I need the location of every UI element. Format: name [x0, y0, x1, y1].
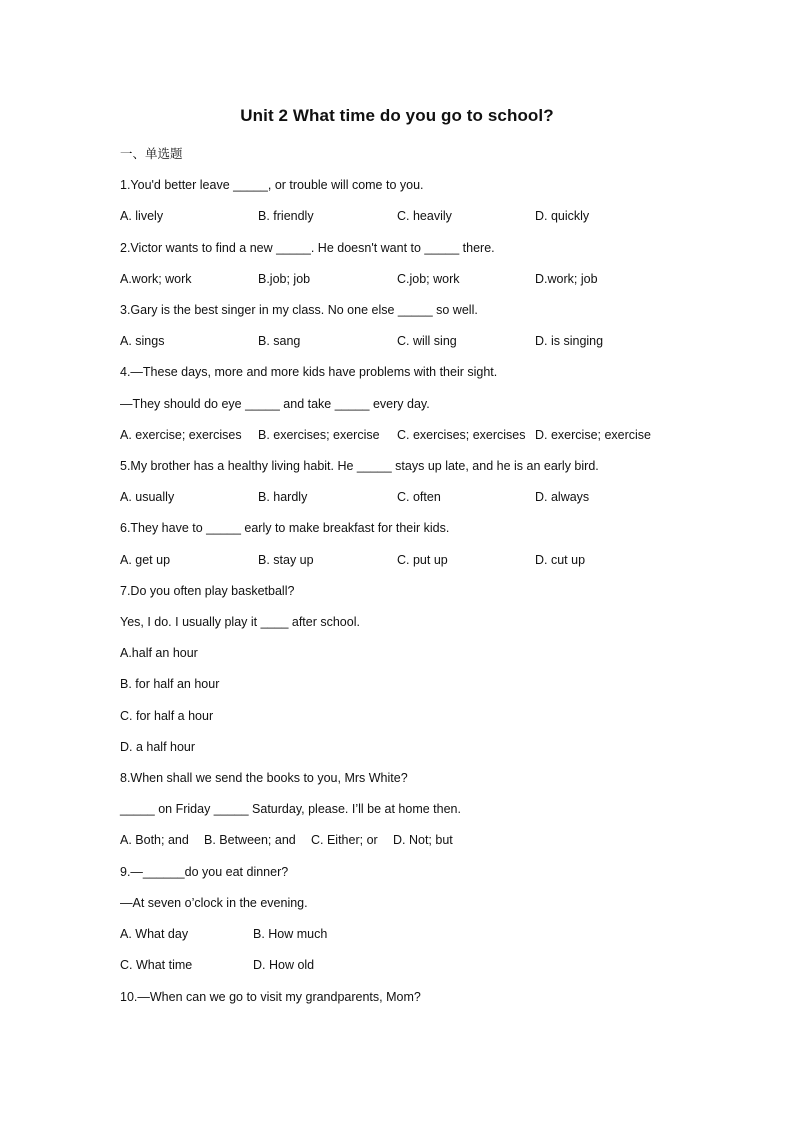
question-7-text-2: Yes, I do. I usually play it ____ after school.: [120, 615, 360, 629]
question-5-text: 5.My brother has a healthy living habit. He _____ stays up late, and he is an early bird.: [120, 459, 599, 473]
option-d: D. quickly: [535, 209, 590, 223]
option-b: B. for half an hour: [120, 677, 220, 691]
option-b: B. stay up: [258, 553, 314, 567]
option-a: A. usually: [120, 490, 175, 504]
option-b: B. Between; and: [204, 833, 296, 847]
option-d: D. cut up: [535, 553, 586, 567]
option-a: A. sings: [120, 334, 165, 348]
option-a: A. get up: [120, 553, 171, 567]
section-heading: 一、单选题: [120, 147, 183, 161]
option-d: D. is singing: [535, 334, 604, 348]
option-c: C. put up: [397, 553, 448, 567]
question-10-text: 10.—When can we go to visit my grandparents, Mom?: [120, 990, 421, 1004]
option-c: C. exercises; exercises: [397, 428, 526, 442]
option-c: C. for half a hour: [120, 709, 214, 723]
question-9-text-2: —At seven o’clock in the evening.: [120, 896, 308, 910]
option-a: A. Both; and: [120, 833, 189, 847]
option-d: D. always: [535, 490, 590, 504]
option-c: C. often: [397, 490, 441, 504]
option-c: C. Either; or: [311, 833, 378, 847]
option-a: A. What day: [120, 927, 189, 941]
question-8-text: 8.When shall we send the books to you, Mrs White?: [120, 771, 408, 785]
question-4-text: 4.—These days, more and more kids have problems with their sight.: [120, 365, 498, 379]
option-b: B. How much: [253, 927, 328, 941]
option-d: D. How old: [253, 958, 315, 972]
question-9-text: 9.—______do you eat dinner?: [120, 865, 289, 879]
option-c: C. heavily: [397, 209, 452, 223]
question-4-text-2: —They should do eye _____ and take _____ every day.: [120, 397, 430, 411]
option-d: D. exercise; exercise: [535, 428, 652, 442]
option-a: A. lively: [120, 209, 164, 223]
question-7-text: 7.Do you often play basketball?: [120, 584, 295, 598]
option-b: B.job; job: [258, 272, 311, 286]
option-b: B. hardly: [258, 490, 308, 504]
option-d: D.work; job: [535, 272, 598, 286]
question-2-text: 2.Victor wants to find a new _____. He doesn't want to _____ there.: [120, 241, 495, 255]
option-a: A. exercise; exercises: [120, 428, 242, 442]
option-c: C.job; work: [397, 272, 460, 286]
page-title: Unit 2 What time do you go to school?: [240, 106, 554, 125]
option-b: B. sang: [258, 334, 301, 348]
option-c: C. What time: [120, 958, 193, 972]
question-8-text-2: _____ on Friday _____ Saturday, please. I’ll be at home then.: [120, 802, 461, 816]
option-b: B. exercises; exercise: [258, 428, 380, 442]
option-d: D. a half hour: [120, 740, 196, 754]
option-c: C. will sing: [397, 334, 457, 348]
option-a: A.work; work: [120, 272, 192, 286]
question-1-text: 1.You'd better leave _____, or trouble will come to you.: [120, 178, 424, 192]
option-d: D. Not; but: [393, 833, 453, 847]
option-a: A.half an hour: [120, 646, 198, 660]
option-b: B. friendly: [258, 209, 314, 223]
question-6-text: 6.They have to _____ early to make breakfast for their kids.: [120, 521, 450, 535]
question-3-text: 3.Gary is the best singer in my class. No one else _____ so well.: [120, 303, 478, 317]
